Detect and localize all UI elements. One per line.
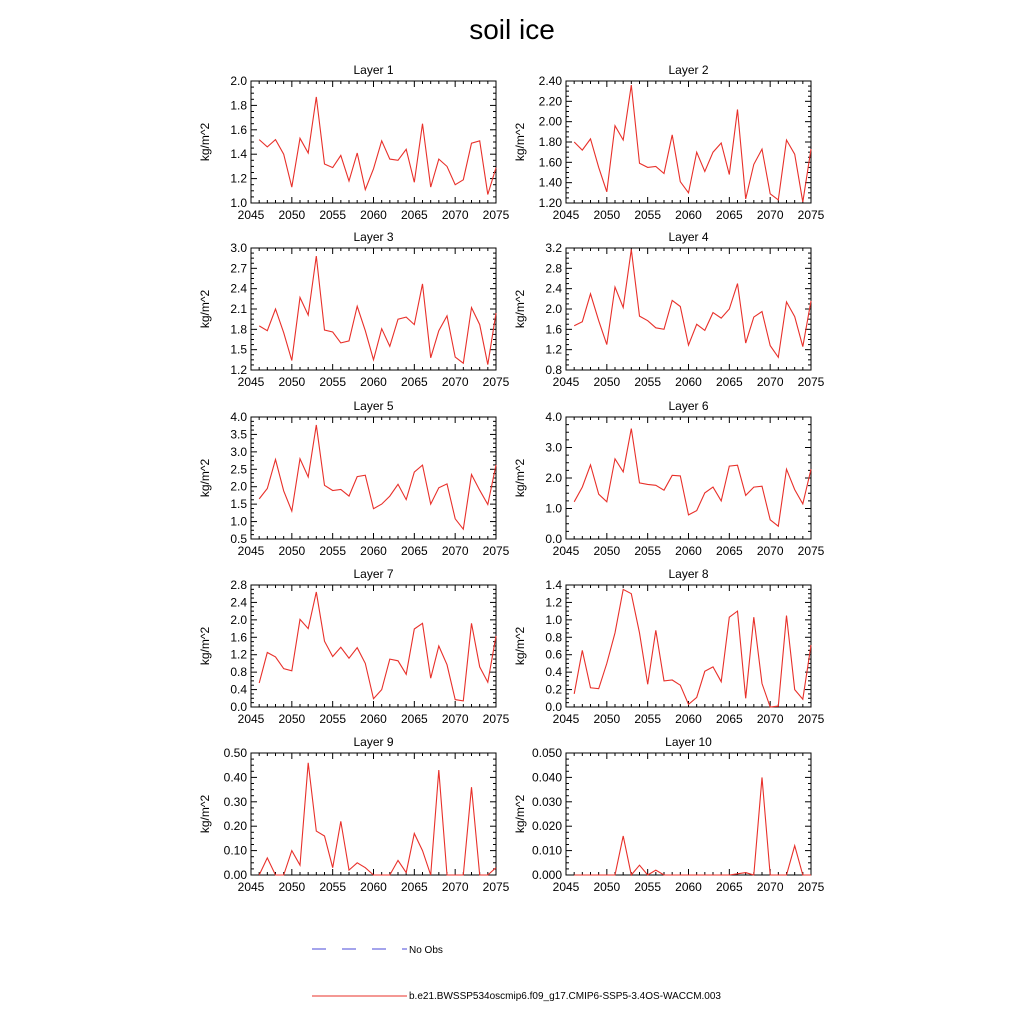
y-axis-label: kg/m^2 [198, 122, 212, 162]
y-tick-label: 3.0 [230, 444, 247, 459]
x-tick-label: 2060 [675, 544, 702, 558]
x-tick-label: 2045 [552, 880, 580, 894]
x-tick-label: 2065 [400, 712, 428, 726]
x-tick-label: 2045 [237, 375, 265, 389]
x-tick-label: 2075 [797, 375, 825, 389]
y-tick-label: 0.040 [531, 770, 562, 785]
y-tick-label: 2.8 [545, 261, 562, 276]
x-tick-label: 2060 [675, 208, 702, 222]
x-tick-label: 2050 [278, 712, 306, 726]
x-tick-label: 2045 [552, 544, 580, 558]
y-tick-label: 1.4 [230, 147, 247, 162]
y-tick-label: 4.0 [230, 410, 247, 424]
x-tick-label: 2055 [634, 544, 662, 558]
panel-title: Layer 3 [353, 230, 394, 244]
legend-label-no-obs: No Obs [409, 945, 443, 956]
y-tick-label: 2.0 [230, 612, 247, 627]
y-tick-label: 1.60 [538, 155, 562, 170]
y-axis-label: kg/m^2 [198, 626, 212, 666]
x-tick-label: 2055 [319, 544, 347, 558]
y-tick-label: 1.40 [538, 175, 562, 190]
panel-title: Layer 4 [668, 230, 709, 244]
y-tick-label: 0.0 [545, 532, 562, 546]
y-tick-label: 1.2 [230, 171, 247, 186]
x-tick-label: 2075 [482, 375, 510, 389]
y-tick-label: 0.000 [531, 868, 562, 882]
x-tick-label: 2045 [237, 544, 265, 558]
x-tick-label: 2050 [593, 880, 621, 894]
y-tick-label: 0.020 [531, 819, 562, 834]
x-tick-label: 2070 [441, 208, 469, 222]
x-tick-label: 2075 [482, 712, 510, 726]
panel-title: Layer 5 [353, 399, 394, 413]
x-tick-label: 2060 [360, 880, 387, 894]
y-axis-label: kg/m^2 [513, 122, 527, 162]
y-tick-label: 0.8 [545, 363, 562, 377]
x-tick-label: 2070 [441, 544, 469, 558]
y-axis-label: kg/m^2 [513, 289, 527, 329]
y-tick-label: 1.6 [230, 630, 247, 645]
x-tick-label: 2070 [756, 712, 784, 726]
y-tick-label: 0.30 [223, 794, 247, 809]
panel-title: Layer 9 [353, 735, 394, 749]
panel-title: Layer 10 [665, 735, 712, 749]
x-tick-label: 2065 [400, 375, 428, 389]
x-tick-label: 2055 [634, 712, 662, 726]
y-tick-label: 1.5 [230, 497, 247, 512]
y-tick-label: 1.0 [545, 501, 562, 516]
x-tick-label: 2045 [552, 712, 580, 726]
x-tick-label: 2075 [482, 208, 510, 222]
x-tick-label: 2055 [319, 375, 347, 389]
x-tick-label: 2060 [360, 712, 387, 726]
y-tick-label: 2.4 [545, 281, 562, 296]
y-tick-label: 2.7 [230, 261, 247, 276]
x-tick-label: 2050 [593, 544, 621, 558]
x-tick-label: 2065 [715, 544, 743, 558]
y-tick-label: 2.8 [230, 578, 247, 592]
x-tick-label: 2065 [715, 375, 743, 389]
y-tick-label: 0.40 [223, 770, 247, 785]
x-tick-label: 2075 [797, 544, 825, 558]
x-tick-label: 2055 [319, 712, 347, 726]
x-tick-label: 2070 [441, 880, 469, 894]
x-tick-label: 2075 [482, 880, 510, 894]
x-tick-label: 2065 [715, 880, 743, 894]
y-tick-label: 0.050 [531, 746, 562, 760]
x-tick-label: 2055 [319, 208, 347, 222]
x-tick-label: 2055 [634, 375, 662, 389]
panel-title: Layer 8 [668, 567, 709, 581]
y-tick-label: 1.0 [545, 612, 562, 627]
x-tick-label: 2070 [756, 880, 784, 894]
y-tick-label: 0.5 [230, 532, 247, 546]
y-axis-label: kg/m^2 [198, 794, 212, 834]
x-tick-label: 2075 [797, 712, 825, 726]
y-axis-label: kg/m^2 [513, 458, 527, 498]
x-tick-label: 2045 [237, 712, 265, 726]
x-tick-label: 2065 [400, 544, 428, 558]
y-tick-label: 0.00 [223, 868, 247, 882]
y-tick-label: 3.2 [545, 241, 562, 255]
y-tick-label: 3.0 [545, 440, 562, 455]
y-tick-label: 1.6 [230, 122, 247, 137]
x-tick-label: 2065 [400, 208, 428, 222]
x-tick-label: 2070 [441, 712, 469, 726]
x-tick-label: 2055 [634, 208, 662, 222]
x-tick-label: 2075 [797, 208, 825, 222]
y-tick-label: 1.80 [538, 135, 562, 149]
y-tick-label: 0.6 [545, 647, 562, 662]
x-tick-label: 2060 [360, 208, 387, 222]
y-axis-label: kg/m^2 [198, 289, 212, 329]
y-tick-label: 2.0 [545, 302, 562, 316]
x-tick-label: 2045 [552, 375, 580, 389]
y-tick-label: 1.4 [545, 578, 562, 592]
x-tick-label: 2050 [278, 208, 306, 222]
y-tick-label: 2.4 [230, 281, 247, 296]
panel-title: Layer 7 [353, 567, 394, 581]
x-tick-label: 2050 [278, 544, 306, 558]
x-tick-label: 2060 [675, 880, 702, 894]
x-tick-label: 2055 [634, 880, 662, 894]
y-tick-label: 1.6 [545, 322, 562, 337]
y-tick-label: 0.030 [531, 794, 562, 809]
y-tick-label: 3.5 [230, 427, 247, 442]
x-tick-label: 2065 [715, 712, 743, 726]
y-tick-label: 2.4 [230, 595, 247, 610]
y-tick-label: 1.20 [538, 196, 562, 210]
y-tick-label: 0.20 [223, 819, 247, 834]
x-tick-label: 2045 [237, 208, 265, 222]
x-tick-label: 2045 [237, 880, 265, 894]
y-tick-label: 2.0 [230, 74, 247, 88]
y-tick-label: 0.0 [545, 700, 562, 714]
y-tick-label: 2.00 [538, 114, 562, 129]
y-axis-label: kg/m^2 [513, 626, 527, 666]
y-tick-label: 0.10 [223, 843, 247, 858]
y-tick-label: 2.5 [230, 462, 247, 477]
y-tick-label: 1.2 [545, 342, 562, 357]
x-tick-label: 2060 [675, 712, 702, 726]
legend-label-model: b.e21.BWSSP534oscmip6.f09_g17.CMIP6-SSP5-3.4OS-WACCM.003 [409, 991, 721, 1002]
y-axis-label: kg/m^2 [198, 458, 212, 498]
x-tick-label: 2050 [278, 375, 306, 389]
x-tick-label: 2070 [756, 375, 784, 389]
figure-title: soil ice [469, 14, 555, 45]
x-tick-label: 2050 [278, 880, 306, 894]
y-tick-label: 0.2 [545, 682, 562, 697]
y-tick-label: 0.4 [230, 682, 247, 697]
y-tick-label: 1.5 [230, 342, 247, 357]
y-tick-label: 2.20 [538, 94, 562, 109]
x-tick-label: 2050 [593, 375, 621, 389]
y-tick-label: 0.50 [223, 746, 247, 760]
y-tick-label: 1.8 [230, 322, 247, 337]
y-tick-label: 1.2 [230, 363, 247, 377]
y-tick-label: 0.4 [545, 665, 562, 680]
x-tick-label: 2050 [593, 208, 621, 222]
x-tick-label: 2070 [756, 544, 784, 558]
y-tick-label: 2.1 [230, 302, 247, 316]
y-axis-label: kg/m^2 [513, 794, 527, 834]
y-tick-label: 4.0 [545, 410, 562, 424]
y-tick-label: 1.2 [545, 595, 562, 610]
x-tick-label: 2045 [552, 208, 580, 222]
y-tick-label: 1.2 [230, 647, 247, 662]
y-tick-label: 1.0 [230, 514, 247, 529]
x-tick-label: 2070 [441, 375, 469, 389]
y-tick-label: 0.8 [230, 665, 247, 680]
x-tick-label: 2065 [400, 880, 428, 894]
y-tick-label: 1.8 [230, 98, 247, 113]
x-tick-label: 2050 [593, 712, 621, 726]
x-tick-label: 2065 [715, 208, 743, 222]
panel-title: Layer 6 [668, 399, 709, 413]
y-tick-label: 2.0 [545, 471, 562, 485]
y-tick-label: 2.40 [538, 74, 562, 88]
x-tick-label: 2060 [360, 544, 387, 558]
x-tick-label: 2055 [319, 880, 347, 894]
x-tick-label: 2070 [756, 208, 784, 222]
y-tick-label: 1.0 [230, 196, 247, 210]
x-tick-label: 2060 [360, 375, 387, 389]
x-tick-label: 2075 [482, 544, 510, 558]
y-tick-label: 2.0 [230, 479, 247, 494]
x-tick-label: 2060 [675, 375, 702, 389]
panel-title: Layer 2 [668, 63, 709, 77]
y-tick-label: 0.0 [230, 700, 247, 714]
y-tick-label: 0.8 [545, 630, 562, 645]
y-tick-label: 0.010 [531, 843, 562, 858]
x-tick-label: 2075 [797, 880, 825, 894]
y-tick-label: 3.0 [230, 241, 247, 255]
panel-title: Layer 1 [353, 63, 394, 77]
